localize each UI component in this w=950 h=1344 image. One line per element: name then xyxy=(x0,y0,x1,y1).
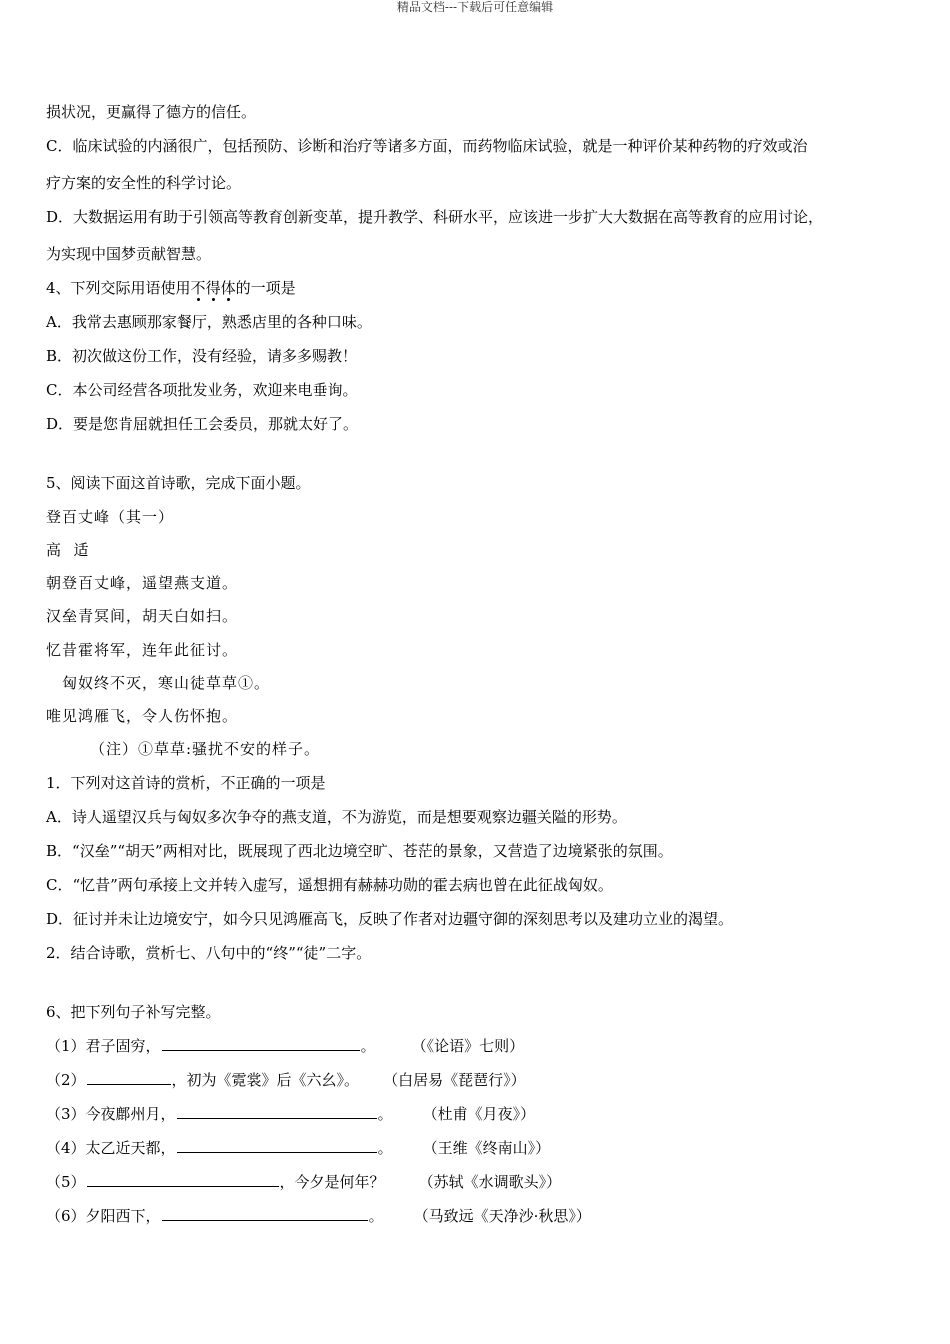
sub1-option-a: A．诗人遥望汉兵与匈奴多次争夺的燕支道，不为游览，而是想要观察边疆关隘的形势。 xyxy=(46,808,627,826)
item-text: 太乙近天都， xyxy=(85,1139,176,1157)
poem-note: （注）①草草:骚扰不安的样子。 xyxy=(90,740,321,758)
answer-blank[interactable] xyxy=(162,1036,360,1051)
text-line: 为实现中国梦贡献智慧。 xyxy=(46,245,212,263)
question-6-stem: 6、把下列句子补写完整。 xyxy=(46,1003,221,1021)
item-number: （4） xyxy=(46,1139,86,1157)
item-number: （2） xyxy=(46,1071,86,1089)
item-number: （3） xyxy=(46,1105,86,1123)
poem-title: 登百丈峰（其一） xyxy=(46,508,175,526)
item-source: （王维《终南山》） xyxy=(422,1139,551,1157)
q4-option-a: A．我常去惠顾那家餐厅，熟悉店里的各种口味。 xyxy=(46,313,372,331)
sub-question-2: 2．结合诗歌，赏析七、八句中的“终”“徒”二字。 xyxy=(46,944,372,962)
sub1-option-c: C．“忆昔”两句承接上文并转入虚写，遥想拥有赫赫功勋的霍去病也曾在此征战匈奴。 xyxy=(46,876,613,894)
stem-prefix: 4、下列交际用语使用 xyxy=(46,279,191,297)
item-number: （1） xyxy=(46,1037,86,1055)
page-header: 精品文档---下载后可任意编辑 xyxy=(396,0,554,14)
question-5-stem: 5、阅读下面这首诗歌，完成下面小题。 xyxy=(46,474,311,492)
option-c-line: C．临床试验的内涵很广，包括预防、诊断和治疗等诸多方面，而药物临床试验，就是一种评价某种药物的疗效或治 xyxy=(46,137,808,155)
item-text: 。 xyxy=(360,1037,376,1055)
emphasis-char: 不 xyxy=(190,279,206,297)
fill-item-5 xyxy=(46,1172,561,1192)
answer-blank[interactable] xyxy=(87,1172,279,1187)
item-text: ，今夕是何年？ xyxy=(279,1173,385,1191)
emphasis-char: 得 xyxy=(205,279,221,297)
text-line: 疗方案的安全性的科学讨论。 xyxy=(46,174,242,192)
poem-line: 忆昔霍将军，连年此征讨。 xyxy=(46,641,239,659)
fill-item-4 xyxy=(46,1138,550,1158)
item-source: （白居易《琵琶行》） xyxy=(383,1071,526,1089)
q4-option-d: D．要是您肯屈就担任工会委员，那就太好了。 xyxy=(46,415,359,433)
fill-item-1 xyxy=(46,1036,524,1056)
sub1-option-b: B．“汉垒”“胡天”两相对比，既展现了西北边境空旷、苍茫的景象，又营造了边境紧张的氛围。 xyxy=(46,842,673,860)
poem-line: 朝登百丈峰，遥望燕支道。 xyxy=(46,574,239,592)
item-source: （杜甫《月夜》） xyxy=(422,1105,536,1123)
item-source: （马致远《天净沙·秋思》） xyxy=(413,1207,591,1225)
poem-line: 唯见鸿雁飞，令人伤怀抱。 xyxy=(46,707,239,725)
answer-blank[interactable] xyxy=(162,1206,368,1221)
fill-item-2 xyxy=(46,1070,526,1090)
text-line: 损状况，更赢得了德方的信任。 xyxy=(46,103,257,121)
item-source: （苏轼《水调歌头》） xyxy=(418,1173,562,1191)
sub-question-1: 1．下列对这首诗的赏析，不正确的一项是 xyxy=(46,774,326,792)
option-d-line: D．大数据运用有助于引领高等教育创新变革，提升教学、科研水平，应该进一步扩大大数据在高等教育的应用讨论， xyxy=(46,208,824,226)
emphasis-char: 体 xyxy=(220,279,236,297)
sub1-option-d: D．征讨并未让边境安宁，如今只见鸿雁高飞，反映了作者对边疆守御的深刻思考以及建功立业的渴望。 xyxy=(46,910,734,928)
answer-blank[interactable] xyxy=(177,1138,377,1153)
question-4-stem xyxy=(46,278,296,298)
q4-option-b: B．初次做这份工作，没有经验，请多多赐教！ xyxy=(46,347,358,365)
item-number: （6） xyxy=(46,1207,86,1225)
item-text: 。 xyxy=(368,1207,384,1225)
q4-option-c: C．本公司经营各项批发业务，欢迎来电垂询。 xyxy=(46,381,358,399)
item-text: 。 xyxy=(377,1139,393,1157)
fill-item-3 xyxy=(46,1104,535,1124)
item-text: 今夜鄜州月， xyxy=(85,1105,176,1123)
poem-line: 匈奴终不灭，寒山徒草草①。 xyxy=(62,674,271,692)
answer-blank[interactable] xyxy=(87,1070,171,1085)
stem-suffix: 的一项是 xyxy=(235,279,296,297)
answer-blank[interactable] xyxy=(177,1104,377,1119)
item-text: 。 xyxy=(377,1105,393,1123)
item-number: （5） xyxy=(46,1173,86,1191)
poem-author: 高 适 xyxy=(46,541,90,559)
fill-item-6 xyxy=(46,1206,591,1226)
item-text: ，初为《霓裳》后《六幺》。 xyxy=(171,1071,360,1089)
item-text: 君子固穷， xyxy=(85,1037,161,1055)
item-text: 夕阳西下， xyxy=(85,1207,161,1225)
item-source: （《论语》七则） xyxy=(411,1037,525,1055)
poem-line: 汉垒青冥间，胡天白如扫。 xyxy=(46,607,239,625)
